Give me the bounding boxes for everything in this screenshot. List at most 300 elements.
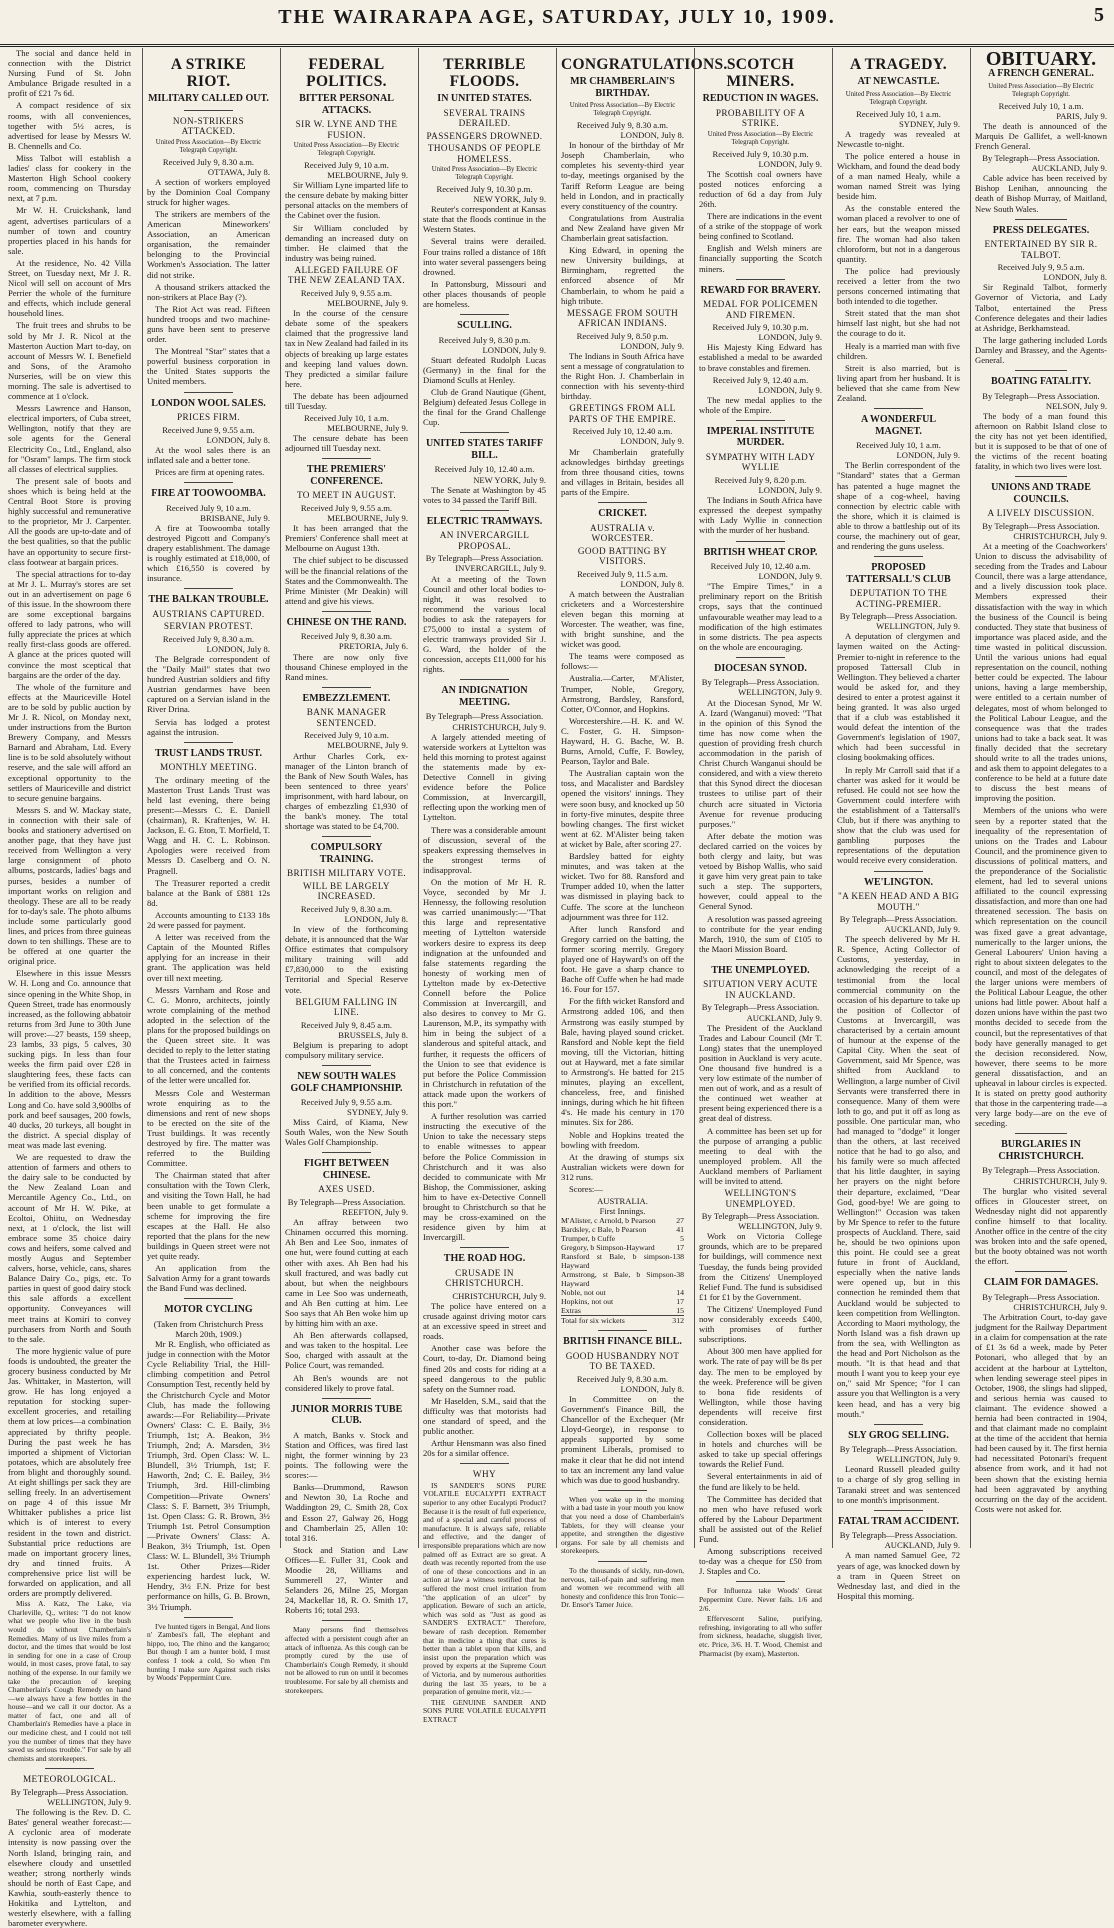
dateline: MELBOURNE, July 9. — [327, 513, 408, 524]
divider — [736, 420, 785, 421]
headline: REWARD FOR BRAVERY. — [700, 284, 821, 296]
source-line: By Telegraph—Press Association. — [839, 1444, 958, 1455]
paragraph: The fruit trees and shrubs to be sold by Mr J. R. Nicol at the Masterton Auction Mart to-day, on account of Messrs W. I. Benefield and Sons, of the Aramoho Nurseries, will be on view this morning. The sale is advertised to commence at 1 o'clock. — [8, 320, 131, 402]
source-line: By Telegraph—Press Association. — [982, 520, 1100, 531]
received-line: Received July 9, 8.20 p.m. — [714, 474, 807, 485]
paragraph: Several trains were derailed. Four trains rolled a distance of 18ft into water several passengers being drowned. — [423, 236, 546, 277]
divider — [874, 1510, 923, 1511]
headline: SCOTCH MINERS. — [726, 56, 795, 90]
paragraph: The Riot Act was read. Fifteen hundred troops and two machine-guns have been sent to preserve order. — [147, 303, 270, 345]
paragraph: His Majesty King Edward has established a medal to be awarded to brave constables and firemen. — [699, 342, 822, 373]
dateline: PRETORIA, July 6. — [338, 641, 408, 652]
section-title: OBITUARY. — [985, 48, 1097, 70]
paragraph: There are indications in the event of a strike of the stoppage of work being confined to Scotland. — [699, 211, 822, 242]
subheadline: ENTERTAINED BY SIR R. TALBOT. — [984, 239, 1098, 260]
masthead — [0, 0, 1114, 47]
subheadline: THOUSANDS OF PEOPLE HOMELESS. — [427, 143, 542, 164]
subheadline: BITTER PERSONAL ATTACKS. — [299, 93, 394, 116]
batsman: Noble, not out — [561, 1288, 606, 1298]
subheadline: DEPUTATION TO THE ACTING-PREMIER. — [849, 588, 948, 609]
headline: CHINESE ON THE RAND. — [286, 616, 407, 628]
subheadline: A LIVELY DISCUSSION. — [987, 508, 1095, 519]
runs: 27 — [676, 1216, 684, 1226]
dateline: BRISBANE, July 9. — [200, 512, 270, 523]
paragraph: The police have entered on a crusade against driving motor cars at an excessive speed in street and roads. — [423, 1300, 546, 1342]
dateline: CHRISTCHURCH, July 9. — [1013, 1301, 1107, 1312]
paragraph: The large gathering included Lords Darnley and Brassey, and the Agents-General. — [975, 334, 1107, 365]
divider — [184, 1617, 233, 1618]
headline: THE UNEMPLOYED. — [711, 964, 810, 976]
paragraph: The social and dance held in connection with the District Nursing Fund of St. John Ambulance Brigade resulted in a profit of £21 7s 6d. — [8, 48, 131, 99]
table-row — [561, 1252, 684, 1270]
divider — [460, 679, 509, 680]
headline: UNIONS AND TRADE COUNCILS. — [991, 482, 1091, 505]
dateline: MELBOURNE, July 9. — [327, 740, 408, 751]
headline: PRESS DELEGATES. — [992, 224, 1090, 236]
source-line: United Press Association—By Electric Telegraph Copyright. — [155, 138, 262, 154]
dateline: MELBOURNE, July 9. — [327, 298, 408, 309]
headline: A TRAGEDY. — [850, 56, 947, 73]
dateline: CHRISTCHURCH, July 9. — [1013, 1175, 1107, 1186]
received-line: Received July 9, 10 a.m. — [304, 730, 389, 741]
paragraph: A largely attended meeting of waterside workers at Lyttelton was held this morning to protest against the statements made by ex-Detective Connell in giving evidence before the Police Commission, at Invercargill, reflecting upon the working men of Lyttelton. — [423, 731, 546, 823]
table-row — [561, 1216, 684, 1225]
headline: THE BALKAN TROUBLE. — [148, 594, 269, 606]
dateline: LONDON, July 9. — [758, 485, 822, 496]
dateline: PARIS, July 9. — [1056, 110, 1107, 121]
paragraph: There was a considerable amount of discussion, several of the speakers expressing themselves in the strongest terms of indisapproval. — [423, 824, 547, 875]
paragraph: Worcestershire.—H. K. and W. C. Foster, G. H. Simpson-Hayward, H. G. Bache, W. B. Burns, Arnold, Cuffe, F. Bowley, Pearson, Taylor and Bale. — [561, 715, 684, 767]
dateline: AUCKLAND, July 9. — [884, 1540, 960, 1551]
subheadline: BRITISH MILITARY VOTE. — [286, 868, 407, 879]
dateline: AUCKLAND, July 9. — [1031, 163, 1107, 174]
subheadline: WELLINGTON'S UNEMPLOYED. — [724, 1188, 797, 1209]
headline: BOATING FATALITY. — [990, 376, 1092, 388]
paragraph: It has been arranged that the Premiers' Conference shall meet at Melbourne on August 13th. — [285, 523, 408, 554]
paragraph: Stock and Station and Law Offices—E. Fuller 31, Cook and Moodie 28, Williams and Summerell 27, Winter and Selanders 26, Milne 25, Morgan 24, Mackellar 18, R. O. Smith 17, Roberts 16; total 293. — [285, 1544, 408, 1616]
paragraph: Mr W. H. Cruickshank, land agent, advertises particulars of a number of town and country properties placed in his hands for sale. — [8, 205, 131, 256]
subheadline: GOOD HUSBANDRY NOT TO BE TAXED. — [565, 1350, 680, 1372]
paragraph: Leonard Russell pleaded guilty to a charge of sly grog selling in Taranaki street and was sentenced to one month's imprisonment. — [837, 1464, 960, 1505]
paragraph: In view of the forthcoming debate, it is announced that the War Office estimates that compulsory military training will add £7,830,000 to the existing Territorial and Special Reserve vote. — [285, 923, 408, 995]
received-line: Received July 9, 8.30 a.m. — [162, 156, 255, 167]
paragraph: Australia.—Carter, M'Alister, Trumper, Noble, Gregory, Armstrong, Bardsley, Ransford, Cotter, O'Connor, and Hopkins. — [561, 673, 684, 714]
divider — [1015, 1271, 1068, 1272]
batsman: Hopkins, not out — [561, 1297, 614, 1307]
paragraph: In Committee on the Government's Finance Bill, the Chancellor of the Exchequer (Mr Lloyd-George), in response to appeals supported by some prominent Liberals, promised to make it clear that he did not intend to tax an increment any land value which was due to good husbandry. — [561, 1394, 684, 1485]
newspaper-title: THE WAIRARAPA AGE, SATURDAY, JULY 10, 1909. — [278, 6, 836, 28]
batsman: Ransford st Bale, b simpson-Hayward — [561, 1252, 673, 1271]
paragraph: THE GENUINE SANDER AND SONS PURE VOLATILE EUCALYPTI EXTRACT — [423, 1697, 546, 1724]
subheadline: SYMPATHY WITH LADY WYLLIE — [705, 451, 816, 473]
subheadline: (Taken from Christchurch Press March 20th, 1909.) — [153, 1318, 264, 1339]
subheadline: MEDAL FOR POLICEMEN AND FIREMEN. — [703, 299, 818, 320]
received-line: Received July 10, 1 a.m. — [304, 413, 389, 424]
divider — [322, 1152, 371, 1153]
received-line: Received July 9, 9.55 a.m. — [300, 1097, 393, 1107]
divider — [736, 541, 785, 542]
source-line: By Telegraph—Press Association. — [839, 1530, 958, 1541]
subheadline: MONTHLY MEETING. — [160, 762, 257, 773]
paragraph: Streit is also married, but is living apart from her husband. It is believed that she came from New Zealand. — [837, 362, 960, 404]
paragraph: Sir Reginald Talbot, formerly Governor of Victoria, and Lady Talbot, entertained the Press Conference delegates and their ladies at Ashridge, Berkhamstead. — [975, 282, 1107, 333]
column-8 — [970, 48, 1111, 1548]
divider — [460, 510, 509, 511]
runs: 312 — [672, 1316, 684, 1326]
table-row — [561, 1270, 684, 1288]
paragraph: The Treasurer reported a credit balance at the Bank of £881 12s 8d. — [147, 877, 270, 908]
divider — [460, 1247, 509, 1248]
received-line: Received July 9, 8.45 a.m. — [300, 1019, 393, 1030]
subheadline: MR CHAMBERLAIN'S BIRTHDAY. — [570, 76, 675, 99]
headline: FIRE AT TOOWOOMBA. — [151, 488, 266, 500]
paragraph: Congratulations from Australia and New Zealand have given Mr Chamberlain great satisfaction. — [561, 212, 684, 244]
source-line: By Telegraph—Press Association. — [839, 914, 958, 924]
headline: FIGHT BETWEEN CHINESE. — [303, 1158, 390, 1181]
received-line: Received July 9, 11.5 a.m. — [577, 568, 668, 579]
paragraph: Collection boxes will be placed in hotels and churches will be asked to take up special offerings towards the Relief Fund. — [699, 1429, 822, 1470]
source-line: United Press Association—By Electric Telegraph Copyright. — [431, 166, 538, 181]
verse: I've hunted tigers in Bengal, And lions n' Zambesi's fall, The elephant and hippo, too, The rhino and the kangaroo; But though I am a hunter bold, I must confess I took a cold, So when I'm hunting I make sure Against such risks by Woods' Peppermint Cure. — [147, 1621, 270, 1683]
paragraph: The President of the Auckland Trades and Labour Council (Mr T. Long) states that the unemployed position in Auckland is very acute. One thousand five hundred is a very low estimate of the number of men out of work, and as a result of the continued wet weather at present being experienced there is a great deal of distress. — [699, 1022, 822, 1124]
divider — [736, 279, 785, 280]
subheadline: NON-STRIKERS ATTACKED. — [172, 115, 245, 136]
received-line: Received July 9, 9.55 a.m. — [300, 287, 393, 298]
paragraph: A letter was received from the Captain of the Mounted Rifles applying for an increase in their grant. The application was held over till next meeting. — [147, 932, 270, 983]
paragraph: The Citizens' Unemployed Fund now considerably exceeds £400, with promises of further subscriptions. — [699, 1303, 822, 1345]
paragraph: We are requested to draw the attention of farmers and others to the dairy sale to be conducted by the New Zealand Loan and Mercantile Agency Co., Ltd., on account of Mr H. W. Pike, at Ecoltoi, Ohiitu, on Wednesday next, at 1 o'clock, the list will embrace some 35 choice dairy cows and heifers, some calved and mostly Augus and September calvers, horse, vehicle, cans, shares Balance Dairy Co., pigs, etc. To parties in quest of good dairy stock this sale affords a excellent opportunity. Conveyances will meet trains at Komiri to convey purchasers from North and South to the sale. — [8, 1152, 131, 1344]
dateline: SYDNEY, July 9. — [899, 118, 960, 129]
source-line: By Telegraph—Press Association. — [982, 390, 1100, 401]
runs: 138 — [672, 1252, 684, 1262]
paragraph: Messrs S. and W. Mackay state, in connection with their sale of books and stationery advertised on another page, that they have just received from Wellington a very large consignment of photo albums, postcards, ladies' bags and purses, besides a number of important works on religion and theology. These are all to be ready for to-day's sale. The photo albums include some particularly good lines, and prices from three guineas down to ten shillings. These are to be offered at one quarter the original price. — [8, 804, 131, 967]
headline: TRUST LANDS TRUST. — [155, 747, 262, 759]
dateline: LONDON, July 9. — [620, 436, 684, 447]
batsman: Bardsley, c Bale, b Pearson — [561, 1225, 647, 1235]
paragraph: Members of the unions who were seen by a reporter stated that the inequality of the representation of unions on the Trades and Labour Council, and the prominence given to discussions of political matters, and the preponderance of the Socialistic element, had led to several unions affiliated to the council expressing dissatisfaction, and more than one had threatened secession. The basis on which representation on the council was fixed gave a great advantage, numerically to the larger unions, the General Labourers' Union having a right to about sixteen delegates to the council, and most of the delegates of the larger unions were members of the Political Labour League, the other unions had little power. About half a dozen unions have within the past two months decided to secede from the council, but the representatives of that body have generally managed to get the decision reconsidered. Now, however, there seems to be more general dissatisfaction, and an upheaval in labour circles is expected. It is stated on pretty good authority that those in the carpentering trade—a very large body—are on the eve of seceding. — [975, 805, 1107, 1129]
divider — [598, 1330, 647, 1331]
paragraph: The special attractions for to-day at Mr J. L. Murray's stores are set out in an advertisement on page 6 of this issue. In the showroom there are some exceptional bargains offered to lady patrons, who will fully appreciate the prices at which really first-class goods are offered. A glance at the prices quoted will convince the most sceptical that bargains are the order of the day. — [8, 568, 131, 680]
dateline: MELBOURNE, July 9. — [327, 423, 408, 434]
total-label: Total for six wickets — [561, 1316, 625, 1326]
paragraph: The ordinary meeting of the Masterton Trust Lands Trust was held last evening, there being present:—Messrs C. E. Daniell (chairman), R. Kraftenjes, W. H. Jackson, E. G. Eton, T. Morfield, T. Wagg and H. C. L. Robinson. Apologies were received from Messrs D. Caselberg and O. N. Pragnell. — [147, 774, 270, 876]
paragraph: The Chairman stated that after consultation with the Town Clerk, and visiting the Town Hall, he had been unable to get formulate a scheme for improving the fire escapes at the Hall. He also reported that the plans for the new buildings in Queen street were not yet quite ready. — [147, 1170, 270, 1262]
divider — [874, 871, 923, 872]
received-line: Received July 10, 1 a.m. — [856, 108, 941, 119]
source-line: By Telegraph—Press Association. — [10, 1786, 129, 1797]
subheadline: GREETINGS FROM ALL PARTS OF THE EMPIRE. — [568, 403, 677, 424]
source-line: By Telegraph—Press Association. — [982, 153, 1100, 164]
paragraph: At a meeting of the Coachworkers' Union to discuss the advisability of seceding from the Trades and Labour Council, there was a large attendance, and a lively discussion took place. Members expressed their dissatisfaction with the way in which the business of the Council is being conducted. They state that business of importance was placed aside, and the time wasted in political discussion. Until the various unions had equal representation on the council, nothing better could be expected. The labour unions, having a large membership, were entitled to a certain number of delegates, most of whom belonged to the Political Labour League, and the consequence was that the trades unions had to take a back seat. It was finally decided that the secretary should write to all the trades unions, and ask them to appoint delegates to a conference to be held at a future date to discuss the best means of improving the position. — [975, 541, 1107, 804]
headline: A FRENCH GENERAL. — [988, 68, 1094, 80]
runs: 5 — [680, 1234, 684, 1244]
received-line: Received June 9, 9.55 a.m. — [162, 424, 255, 435]
received-line: Received July 9, 8.30 a.m. — [300, 631, 393, 642]
paragraph: The Senate at Washington by 45 votes to 34 passed the Tariff Bill. — [423, 484, 546, 505]
received-line: Received July 9, 8.30 a.m. — [576, 120, 669, 130]
received-line: Received July 10, 1 a.m. — [998, 100, 1084, 111]
column-6 — [694, 48, 826, 1658]
divider — [184, 482, 233, 483]
dateline: WELLINGTON, July 9. — [876, 1454, 960, 1465]
paragraph: Reuter's correspondent at Kansas state that the floods continue in the Western States. — [423, 204, 546, 235]
subheadline: BELGIUM FALLING IN LINE. — [295, 996, 398, 1018]
dateline: LONDON, July 8. — [620, 1383, 684, 1394]
source-line: United Press Association—By Electric Telegraph Copyright. — [845, 90, 952, 106]
paragraph: The Indians in South Africa have expressed the deepest sympathy with Lady Wyllie in connection with the murder of her husband. — [699, 495, 822, 536]
paragraph: Banks—Drummond, Rawson and Newton 30, La Roche and Waddington 29, C. Smith 28, Cox and Esson 27, Galway 26, Hogg and Chamberlain 25, Allen 10: total 316. — [285, 1482, 408, 1543]
subheadline: SITUATION VERY ACUTE IN AUCKLAND. — [703, 979, 818, 1000]
headline: MOTOR CYCLING — [164, 1304, 253, 1316]
paragraph: The teams were composed as follows:— — [561, 651, 684, 672]
headline: COMPULSORY TRAINING. — [310, 842, 383, 865]
paragraph: Streit stated that the man shot himself last night, but she had not the courage to do it. — [837, 308, 960, 339]
column-2 — [142, 48, 274, 1683]
divider — [736, 959, 785, 960]
dateline: LONDON, July 9. — [620, 340, 684, 351]
page-number: 5 — [1094, 4, 1104, 26]
paragraph: At the wool sales there is an inflated sale and a better tone. — [147, 444, 270, 465]
paragraph: Healy is a married man with five children. — [837, 340, 960, 361]
dateline: AUCKLAND, July 9. — [884, 924, 960, 935]
paragraph: Mr R. English, who officiated as judge in connection with the Motor Cycle Reliability Trial, the Hill-climbing competition and Petrol Consumption Test, recently held by the Christchurch Cycle and Motor Club, has made the following awards:—For Reliability—Private Owners' Class: C. E. Baily, 3½ Triumph, 1st; A. Beakon, 3½ Triumph, 2nd; A. Marsden, 3½ Triumph, 3rd. Open Class: W. L. Blundell, 3½ Triumph, 1st; F. Haworth, 2nd; C. E. Bailey, 3½ Triumph, 3rd. Hill-climbing Competition—Private Owners' Class: S. F. Barnett, 3½ Triumph, 1st. Open Class: G. R. Brown, 3½ Triumph 1st. Petrol Consumption—Private Owners' Class: A. Beakon, 3½ Triumph, 1st. Open Class: W. L. Blundell, 3½ Triumph 1st. Other Prizes—Rider experiencing hardest luck, W. Hendry, 3½ F.N. Prize for best performance on hills, G. B. Brown, 3½ Triumph. — [147, 1339, 270, 1612]
paragraph: A thousand strikers attacked the non-strikers at Place Bay (?). — [147, 281, 270, 302]
paragraph: Many persons find themselves affected with a persistent cough after an attack of influenza. As this cough can be promptly cured by the use of Chamberlain's Cough Remedy, it should not be allowed to run on until it becomes troublesome. For sale by all chemists and storekeepers. — [285, 1625, 408, 1695]
paragraph: A resolution was passed agreeing to contribute for the year ending March, 1910, the sum of £105 to the Maori Mission Board. — [699, 913, 822, 954]
paragraph: Stuart defeated Rudolph Lucas (Germany) in the final for the Diamond Sculls at Henley. — [423, 354, 546, 385]
paragraph: The Berlin correspondent of the "Standard" states that a German has patented a huge magnet the shape of a cog-wheel, having connection by electric cable with the shore, which it is claimed is able to throw a battleship out of its course, the machinery out of gear, and rendering the guns useless. — [837, 460, 960, 552]
paragraph: At a meeting of the Town Council and other local bodies to-night, it was resolved to recommend the various local bodies to ask the ratepayers for £75,000 to instal a system of electric tramways provided Sir J. G. Ward, the holder of the concession, accepts £11,000 for his rights. — [423, 573, 546, 675]
divider — [184, 1298, 233, 1299]
paragraph: The Scottish coal owners have posted notices enforcing a reduction of 6d a day from July 26th. — [699, 168, 822, 209]
subheadline: MILITARY CALLED OUT. — [148, 93, 269, 104]
column-5 — [556, 48, 728, 1610]
paragraph: The Committee has decided that no men who have refused work offered by the Labour Department shall be assisted out of the Relief Fund. — [699, 1493, 822, 1544]
divider — [322, 1398, 371, 1399]
headline: DIOCESAN SYNOD. — [714, 662, 807, 674]
received-line: Received July 9, 12.40 a.m. — [712, 374, 809, 385]
received-line: Received July 9, 8.50 p.m. — [576, 330, 669, 341]
source-line: By Telegraph—Press Association. — [839, 611, 958, 622]
paragraph: Arthur Charles Cork, ex-manager of the Linton branch of the Bank of New South Wales, has been sentenced to three years' imprisonment, with hard labour, on charges of embezzling £1,930 of the bank's money. The total shortage was stated to be £4,700. — [285, 750, 408, 832]
headline: LONDON WOOL SALES. — [151, 397, 266, 409]
paragraph: The Montreal "Star" states that a powerful business corporation in the United States supports the United members. — [147, 346, 270, 387]
paragraph: A match between the Australian cricketers and a Worcestershire eleven began this morning at Worcester. The weather, was fine, with bright sunshine, and the wicket was good. — [561, 588, 684, 650]
table-row — [561, 1234, 684, 1243]
dateline: LONDON, July 9. — [896, 450, 960, 461]
divider — [460, 432, 509, 433]
divider — [460, 314, 509, 315]
divider — [460, 1463, 509, 1464]
paragraph: The Australian captain won the toss, and Macalister and Bardsley opened the visitors' innings. They were soon busy, and knocked up 50 in forty-five minutes, despite three bowling changes. The first wicket went at 62. M'Alister being taken at wicket by Bale, after scoring 27. — [561, 768, 684, 849]
scorecard — [561, 1216, 684, 1325]
dateline: NEW YORK, July 9. — [473, 474, 546, 485]
divider — [598, 502, 647, 503]
table-row — [561, 1297, 684, 1306]
column-4 — [418, 48, 550, 1724]
headline: FEDERAL POLITICS. — [306, 56, 387, 90]
divider — [598, 1490, 647, 1491]
dateline: CHRISTCHURCH, July 9. — [452, 721, 546, 732]
received-line: Received July 9, 8.30 a.m. — [162, 633, 255, 644]
source-line: United Press Association—By Electric Telegraph Copyright. — [293, 142, 400, 157]
paragraph: Servia has lodged a protest against the intrusion. — [147, 716, 270, 737]
dateline: INVERCARGILL, July 9. — [455, 563, 546, 574]
dateline: WELLINGTON, July 9. — [738, 1221, 822, 1232]
headline: JUNIOR MORRIS TUBE CLUB. — [290, 1403, 403, 1427]
received-line: Received July 9, 10.30 p.m. — [712, 148, 809, 159]
dateline: REEFTON, July 9. — [342, 1207, 408, 1218]
paragraph: A man named Samuel Gee, 72 years of age, was knocked down by a tram in Queen Street on Wednesday last, and died in the Hospital this morning. — [837, 1550, 960, 1601]
paragraph: The Arbitration Court, to-day gave judgment for the Railway Department in a claim for compensation at the rate of £1 3s 6d a week, made by Peter Potonari, who alleged that by an accident at the harbour at Lyttelton, when lending sewerage steel pipes in October, 1908, the slings had slipped, and serious hernia was caused to claimant. The evidence showed a hernia had been contracted in 1904, and that claimant made no complaint at the time of the accident that hernia had been caused by it. The first hernia had necessitated Potonari's frequent absence from work, and it had not been shown that the existing hernia had been aggravated by anything occurring on the day of the accident. Costs were not asked for. — [975, 1312, 1107, 1514]
paragraph: Belgium is preparing to adopt compulsory military service. — [285, 1039, 408, 1060]
subheadline: AN INVERCARGILL PROPOSAL. — [439, 530, 530, 551]
paragraph: The more hygienic value of pure foods is undoubted, the greater the grocery business conducted by Mr Jas. Whittaker, in Masterton, will grow. He has long enjoyed a reputation for stocking super-excellent groceries, and retailing them at low prices—a combination appreciated by thrifty people. During the past week he has imported a shipment of Victorian potatoes, which are absolutely free from blight and thoroughly sound. At eight shillings per sack they are selling freely. In an advertisement on page 4 of this issue Mr Whittaker publishes a price list which is of interest to every resident in the town and district. Substantial price reductions are made on important grocery lines, dry and tinned fruits. A comprehensive price list will be forwarded on application, and all orders are promptly delivered. — [8, 1345, 131, 1599]
headline: CONGRATULATIONS. — [561, 56, 728, 73]
column-1 — [4, 48, 135, 1928]
dateline: LONDON, July 8. — [206, 434, 270, 445]
subheadline: SEVERAL TRAINS DERAILED. — [443, 107, 526, 128]
headline: TERRIBLE FLOODS. — [443, 56, 526, 90]
headline: CLAIM FOR DAMAGES. — [983, 1277, 1099, 1289]
source-line: United Press Association—By Electric Telegraph Copyright. — [988, 82, 1094, 98]
divider — [736, 657, 785, 658]
table-row — [561, 1306, 684, 1315]
divider — [1015, 1133, 1068, 1134]
batsman: Trumper, b Cuffe — [561, 1234, 616, 1244]
paragraph: A fire at Toowoomba totally destroyed Pigcott and Company's drapery establishment. The damage is roughly estimated at £18,000, of which £16,550 is covered by insurance. — [147, 522, 270, 584]
paragraph: The death is announced of the Marquis De Gallifet, a well-known French General. — [975, 120, 1107, 151]
headline: FATAL TRAM ACCIDENT. — [837, 1515, 960, 1527]
subheadline: WILL BE LARGELY INCREASED. — [303, 880, 390, 902]
headline: ELECTRIC TRAMWAYS. — [426, 515, 543, 527]
divider — [598, 1561, 647, 1562]
subheadline: AXES USED. — [318, 1184, 375, 1195]
subheadline: BANK MANAGER SENTENCED. — [306, 707, 387, 728]
paragraph: The body of a man found this afternoon on Rabbit Island close to the city has not yet been identified, but it is supposed to be that of one of the victims of the recent boating fatality, in which two lives were lost. — [975, 410, 1107, 472]
divider — [874, 408, 923, 409]
dateline: AUCKLAND, July 9. — [746, 1012, 822, 1023]
subheadline: SIR W. LYNE AND THE FUSION. — [295, 119, 398, 140]
paragraph: Mr Haselden, S.M., said that the difficulty was that motorists had one standard of speed, and the public another. — [423, 1395, 546, 1437]
paragraph: The whole of the furniture and effects at the Mauriceville Hotel are to be sold by public auction by Mr J. R. Nicol, on Monday next, under instructions from the Burton Brewery Company, and Messrs Barnard and Abraham, Ltd. Every line is to be sold absolutely without reserve, and the sale will afford an exceptional opportunity to the settlers of Mauriceville and district to secure genuine bargains. — [8, 681, 131, 803]
source-line: By Telegraph—Press Association. — [425, 711, 544, 722]
batsman: Armstrong, st Bale, b Simpson-Hayward — [561, 1270, 677, 1289]
paragraph: Among subscriptions received to-day was a cheque for £50 from J. Staples and Co. — [699, 1546, 822, 1577]
headline: PROPOSED TATTERSALL'S CLUB — [846, 562, 951, 585]
paragraph: After lunch Ransford and Gregory carried on the batting, the former scoring merrily. Gregory played one of Hayward's on off the foot. He gave a sharp chance to Bache off Cuffe when he had made 16. Four for 157. — [561, 923, 684, 995]
subheadline: IN UNITED STATES. — [437, 93, 532, 104]
column-3 — [280, 48, 412, 1695]
subheadline: AUSTRALIA v. WORCESTER. — [590, 522, 655, 543]
source-line: United Press Association—By Electric Telegraph Copyright. — [707, 130, 814, 146]
batsman: Gregory, b Simpson-Hayward — [561, 1243, 655, 1253]
headline: A WONDERFUL MAGNET. — [860, 414, 937, 437]
dateline: LONDON, July 9. — [758, 158, 822, 169]
subheadline: MESSAGE FROM SOUTH AFRICAN INDIANS. — [566, 307, 679, 329]
divider — [322, 687, 371, 688]
paragraph: At the Diocesan Synod, Mr W. A. Izard (Wanganui) moved: "That in the opinion of this Synod the time has now come when the question of providing fresh church accommodation in the parish of Christ Church Wanganui should be considered, and with a view thereto that this Synod direct the diocesan trustees to utilise part of their church acre situated in Victoria Avenue for revenue producing purposes." — [699, 697, 822, 829]
headline: BURGLARIES IN CHRISTCHURCH. — [998, 1139, 1084, 1162]
dateline: NELSON, July 9. — [1045, 400, 1107, 411]
paragraph: The strikers are members of the American Mineworkers' Association, an American organisation, the remainder belonging to the Provincial Workmen's Association. The latter did not strike. — [147, 208, 270, 280]
received-line: Received July 10, 12.40 a.m. — [572, 426, 673, 437]
paragraph: In reply Mr Carroll said that if a charter was asked for it would be refused. He could not see how the Government could interfere with the establishment of a Tattersall's Club, but if there was anything to show that the club was used for gambling purposes the representations of the deputation would receive every consideration. — [837, 764, 960, 866]
paragraph: In Pattonsburg, Missouri and other places thousands of people are homeless. — [423, 278, 546, 310]
received-line: Received July 9, 10 a.m. — [166, 502, 251, 513]
paragraph: For the fifth wicket Ransford and Armstrong added 106, and then Armstrong was easily stumped by Bale, having played sound cricket. Ransford and Noble kept the field moving, till the Victorian, hitting out at Hayward, met a fate similar to Armstrong's. He batted for 215 minutes, playing an excellent, chanceless, free, and finished innings, during which he hit fifteen 4's. He made his century in 170 minutes. Six for 286. — [561, 996, 684, 1128]
paragraph: The police had previously received a letter from the two persons concerned intimating that both intended to die together. — [837, 265, 960, 307]
paragraph: A compact residence of six rooms, with all conveniences, together with 5½ acres, is advertised for lease by Messrs W. B. Chennells and Co. — [8, 100, 131, 151]
headline: METEOROLOGICAL. — [22, 1774, 117, 1785]
paragraph: In honour of the birthday of Mr Joseph Chamberlain, who completes his seventy-third year to-day, meetings organised by the Tariff Reform League are being held in London, and in practically every constituency of the country. — [561, 140, 684, 211]
divider — [322, 1620, 371, 1621]
source-line: By Telegraph—Press Association. — [982, 1291, 1100, 1302]
runs: 41 — [676, 1225, 684, 1235]
divider — [322, 1065, 371, 1066]
column-7 — [832, 48, 964, 1601]
source-line: By Telegraph—Press Association. — [701, 1211, 820, 1222]
paragraph: The following is the Rev. D. C. Bates' general weather forecast:—A cyclonic area of moderate intensity is now passing over the North Island, bringing rain, and elsewhere cloudy and unsettled weather; strong northerly winds should be north of East Cape, and Kawhia, south-easterly thence to Hokitika and Lyttelton, and westerly elsewhere, with a falling barometer everywhere. — [8, 1807, 131, 1928]
headline: SCULLING. — [457, 320, 512, 332]
paragraph: English and Welsh miners are financially supporting the Scotch miners. — [699, 243, 822, 274]
received-line: Received July 10, 12.40 a.m. — [434, 464, 535, 475]
paragraph: A deputation of clergymen and laymen waited on the Acting-Premier to-night in reference to the proposed Tattersall Club in Wellington. They believed a charter would be asked for, and they desired to enter a protest against it being granted. It was also urged that if a club was established it would defeat the intention of the Government's legislation of 1907, which had been successful in closing bookmaking offices. — [837, 631, 960, 763]
paragraph: At the residence, No. 42 Villa Street, on Tuesday next, Mr J. R. Nicol will sell on account of Mrs Perrier the whole of the furniture and effects, which include general household lines. — [8, 257, 131, 319]
paragraph: About 300 men have applied for work. The rate of pay will be 8s per day. The men to be employed by the week. Preference will be given to bona fide residents of Wellington, while those having dependents will receive first consideration. — [699, 1346, 822, 1427]
paragraph: After debate the motion was declared carried on the voices by both clergy and laity, but was vetoed by Bishop Wallis, who said it gave him very great pain to take such a step. The supporters, however, could appeal to the General Synod. — [699, 830, 822, 912]
received-line: Received July 9, 9.5 a.m. — [997, 262, 1085, 273]
team-name: AUSTRALIA. — [597, 1196, 648, 1207]
divider — [874, 556, 923, 557]
divider — [184, 742, 233, 743]
paragraph: The new medal applies to the whole of the Empire. — [699, 394, 822, 415]
received-line: Received July 9, 10.30 p.m. — [712, 322, 809, 333]
paragraph: Club de Grand Nautique (Ghent, Belgium) defeated Jesus College in the final for the Grand Challenge Cup. — [423, 387, 546, 428]
dateline: NEW YORK, July 9. — [473, 194, 546, 205]
subheadline: CRUSADE IN CHRISTCHURCH. — [445, 1267, 524, 1289]
paragraph: Messrs Cole and Westerman wrote enquiring as to the dimensions and rent of new shops to be erected on the site of the Trust buildings. It was recently destroyed by fire. The matter was referred to the Building Committee. — [147, 1087, 270, 1169]
table-row — [561, 1243, 684, 1252]
innings-label: First Innings. — [599, 1206, 646, 1217]
paragraph: The Indians in South Africa have sent a message of congratulation to the Right Hon. J. Chamberlain in connection with his seventy-third birthday. — [561, 350, 684, 402]
paragraph: Miss Talbot will establish a ladies' class for cookery in the Masterton High School cookery room, commencing on Thursday next, at 7 p.m. — [8, 152, 131, 204]
columns — [4, 48, 1110, 1928]
divider — [45, 1768, 94, 1769]
paragraph: In the course of the censure debate some of the speakers claimed that the progressive land tax in New Zealand had failed in its objects of breaking up large estates and keeping land values down. They predicted a similar failure here. — [285, 308, 408, 389]
table-row — [561, 1288, 684, 1297]
headline: NEW SOUTH WALES GOLF CHAMPIONSHIP. — [290, 1071, 403, 1094]
paragraph: As the constable entered the woman placed a revolver to one of her ears, but the weapon missed fire. The woman had also taken chloroform, but not in a dangerous quantity. — [837, 203, 960, 264]
divider — [736, 1581, 785, 1582]
dateline: BRUSSELS, July 8. — [338, 1029, 408, 1040]
received-line: Received July 9, 10 a.m. — [304, 160, 389, 170]
headline: BRITISH FINANCE BILL. — [563, 1336, 682, 1348]
subheadline: "A KEEN HEAD AND A BIG MOUTH." — [837, 891, 959, 912]
runs: 38 — [676, 1270, 684, 1280]
paragraph: King Edward, in opening the new University buildings, at Birmingham, regretted the enforced absence of Mr Chamberlain, to whom he paid a high tribute. — [561, 245, 684, 306]
dateline: LONDON, July 8. — [344, 913, 408, 924]
dateline: WELLINGTON, July 9. — [47, 1797, 131, 1808]
headline: AN INDIGNATION MEETING. — [441, 685, 528, 708]
paragraph: Prices are firm at opening rates. — [155, 466, 265, 477]
paragraph: Ah Ben's wounds are not considered likely to prove fatal. — [285, 1372, 408, 1393]
paragraph: Arthur Hensmann was also fined 20s for a similar offence. — [423, 1438, 546, 1459]
source-line: By Telegraph—Press Association. — [701, 1002, 820, 1013]
received-line: Received July 10, 12.40 a.m. — [710, 561, 811, 572]
dateline: SYDNEY, July 9. — [347, 1107, 408, 1118]
subheadline: SERVIAN PROTEST. — [163, 621, 254, 632]
